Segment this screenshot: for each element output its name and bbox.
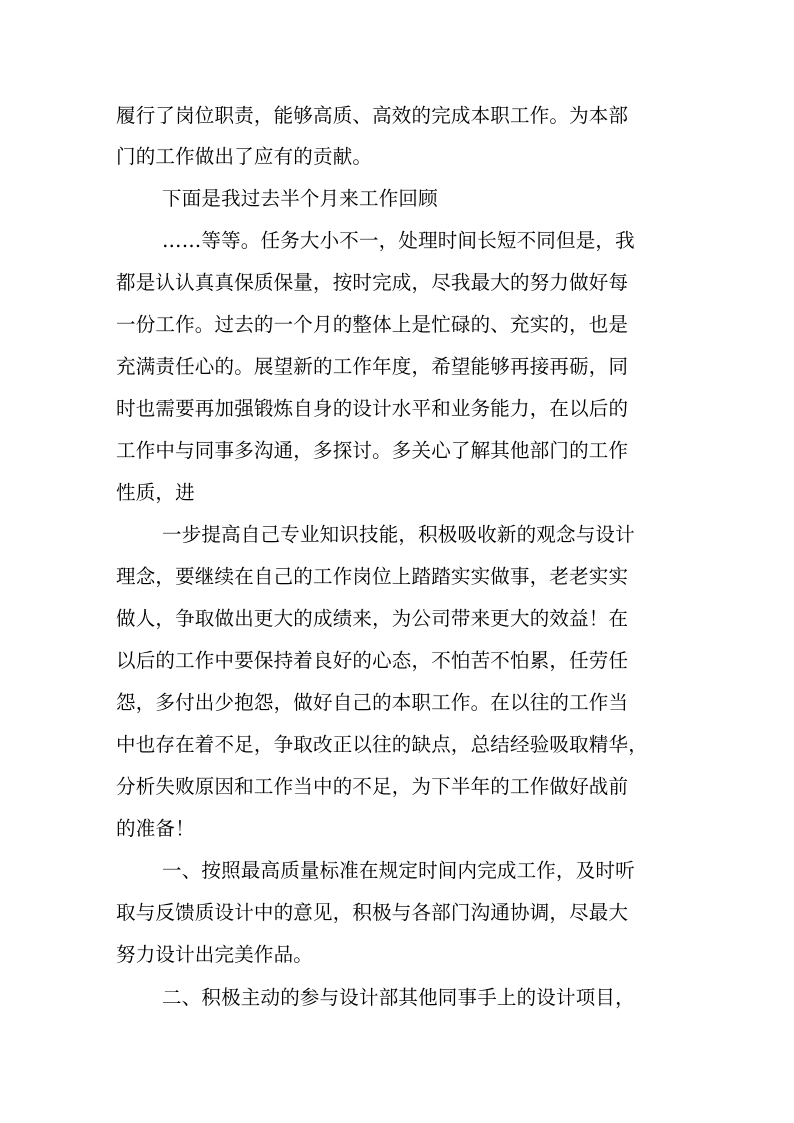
text-line-17: 分析失败原因和工作当中的不足，为下半年的工作做好战前 xyxy=(116,775,629,798)
text-line-14: 以后的工作中要保持着良好的心态，不怕苦不怕累，任劳任 xyxy=(116,649,629,672)
text-line-19: 一、按照最高质量标准在规定时间内完成工作，及时听 xyxy=(162,859,635,882)
text-line-22: 二、积极主动的参与设计部其他同事手上的设计项目， xyxy=(162,986,635,1009)
text-line-7: 充满责任心的。展望新的工作年度，希望能够再接再砺，同 xyxy=(116,355,629,378)
text-line-3: 下面是我过去半个月来工作回顾 xyxy=(162,187,438,210)
text-line-11: 一步提高自己专业知识技能，积极吸收新的观念与设计 xyxy=(162,523,635,546)
text-line-12: 理念，要继续在自己的工作岗位上踏踏实实做事，老老实实 xyxy=(116,565,629,588)
text-line-13: 做人，争取做出更大的成绩来，为公司带来更大的效益！在 xyxy=(116,607,629,630)
text-line-15: 怨，多付出少抱怨，做好自己的本职工作。在以往的工作当 xyxy=(116,691,629,714)
text-line-16: 中也存在着不足，争取改正以往的缺点，总结经验吸取精华， xyxy=(116,733,648,756)
text-line-4: ……等等。任务大小不一，处理时间长短不同但是，我 xyxy=(162,229,635,252)
text-line-10: 性质，进 xyxy=(116,481,195,504)
text-line-20: 取与反馈质设计中的意见，积极与各部门沟通协调，尽最大 xyxy=(116,901,629,924)
text-line-5: 都是认认真真保质保量，按时完成，尽我最大的努力做好每 xyxy=(116,271,629,294)
text-line-6: 一份工作。过去的一个月的整体上是忙碌的、充实的，也是 xyxy=(116,313,629,336)
text-line-21: 努力设计出完美作品。 xyxy=(116,943,314,966)
text-line-2: 门的工作做出了应有的贡献。 xyxy=(116,145,373,168)
text-line-8: 时也需要再加强锻炼自身的设计水平和业务能力，在以后的 xyxy=(116,397,629,420)
text-line-18: 的准备！ xyxy=(116,817,195,840)
text-line-1: 履行了岗位职责，能够高质、高效的完成本职工作。为本部 xyxy=(116,104,629,127)
text-line-9: 工作中与同事多沟通，多探讨。多关心了解其他部门的工作 xyxy=(116,439,629,462)
